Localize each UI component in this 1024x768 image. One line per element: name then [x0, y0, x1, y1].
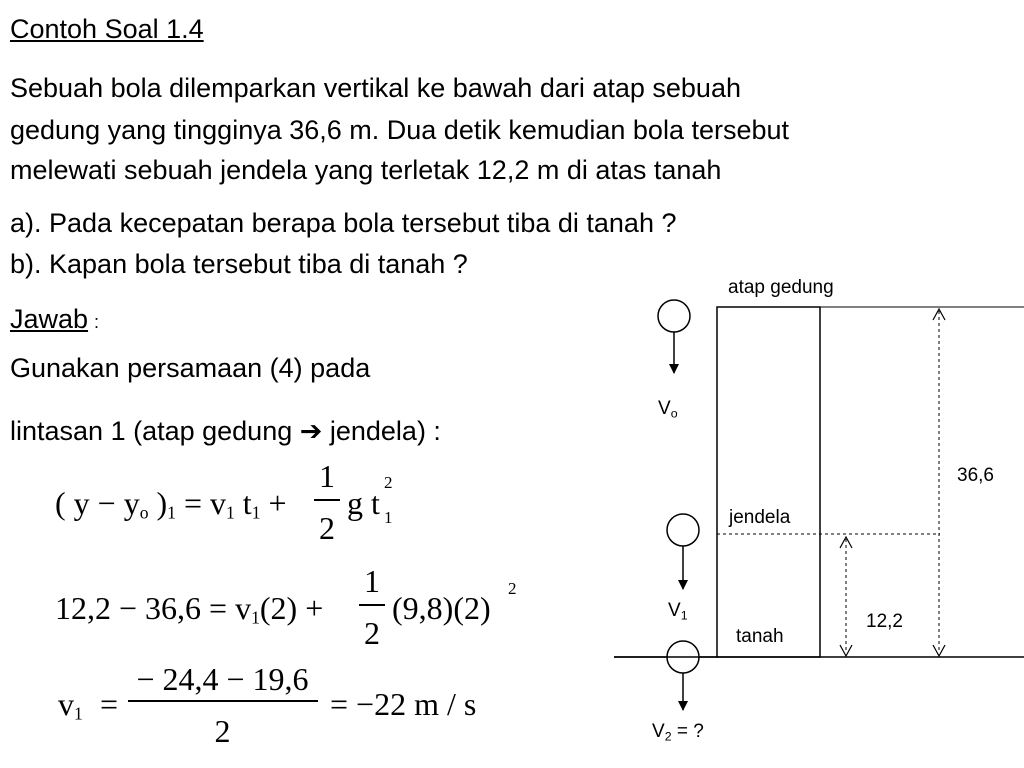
ball-ground-icon: [667, 641, 699, 673]
eq3-equals: =: [100, 686, 119, 722]
page-title: Contoh Soal 1.4: [10, 14, 204, 44]
arrow-v1-head: [678, 580, 688, 590]
eq1-g-sub: 1: [384, 508, 393, 527]
v2-suffix: = ?: [671, 721, 704, 742]
eq1-close: ): [148, 485, 168, 521]
answer-line-2: [10, 418, 441, 445]
answer-heading-colon: :: [94, 312, 100, 332]
equation-2-left: [55, 592, 323, 627]
v2-sub: 2: [664, 729, 672, 744]
eq3-denominator: 2: [214, 713, 231, 749]
dimension-window-top-arrow: [840, 537, 852, 548]
equation-3-left: [58, 688, 83, 723]
eq2-frac-line: [359, 604, 385, 606]
eq3-result: = −22 m / s: [330, 686, 477, 722]
eq1-frac-line: [314, 499, 340, 501]
building-outline: [717, 307, 820, 657]
v1-label: [668, 601, 688, 622]
answer-heading-label: Jawab: [10, 304, 89, 334]
eq2-frac-num: 1: [364, 563, 380, 599]
v0-label: [658, 399, 678, 420]
eq3-numerator: − 24,4 − 19,6: [136, 661, 309, 697]
arrow-v0-head: [669, 364, 679, 374]
v1-sub: 1: [680, 608, 688, 623]
roof-label: atap gedung: [728, 277, 834, 298]
v1-text: V: [668, 600, 681, 621]
eq1-t: t: [234, 485, 252, 521]
window-label: jendela: [729, 507, 791, 528]
question-a: a). Pada kecepatan berapa bola tersebut tiba di tanah ?: [10, 208, 677, 238]
question-b: b). Kapan bola tersebut tiba di tanah ?: [10, 249, 468, 279]
height-window-label: 12,2: [866, 611, 903, 632]
eq2-left-text: 12,2 − 36,6 = v: [55, 590, 252, 626]
eq2-mid: (2) +: [259, 590, 324, 626]
v2-label: [652, 722, 704, 743]
eq2-sup: 2: [508, 579, 517, 598]
problem-line-2: gedung yang tingginya 36,6 m. Dua detik kemudian bola tersebut: [10, 115, 790, 145]
v0-sub: o: [670, 406, 678, 421]
eq1-g-sup: 2: [384, 473, 393, 492]
answer-line-2-pre: lintasan 1 (atap gedung: [10, 416, 300, 446]
eq3-v-sub: 1: [74, 703, 83, 724]
eq2-v-sub: 1: [251, 607, 260, 628]
right-arrow-icon: ➔: [299, 416, 323, 446]
problem-line-1: Sebuah bola dilemparkan vertikal ke bawah dari atap sebuah: [10, 73, 741, 103]
height-total-label: 36,6: [957, 465, 994, 486]
eq1-plus: +: [260, 485, 287, 521]
equation-2-right: (9,8)(2): [392, 590, 491, 626]
eq1-mid: = v: [175, 485, 226, 521]
eq1-frac-den: 2: [319, 510, 335, 546]
equation-1-right: [347, 487, 380, 519]
answer-line-2-post: jendela) :: [322, 416, 441, 446]
ball-window-icon: [667, 514, 699, 546]
eq1-frac-num: 1: [319, 458, 335, 494]
eq2-frac-den: 2: [364, 615, 380, 651]
eq1-left-text: ( y − y: [55, 485, 140, 521]
eq3-v: v: [58, 686, 74, 722]
answer-heading: [10, 306, 99, 333]
ball-top-icon: [658, 300, 690, 332]
problem-line-3: melewati sebuah jendela yang terletak 12,2 m di atas tanah: [10, 155, 722, 185]
eq1-g: g t: [347, 485, 380, 521]
ground-label: tanah: [736, 626, 784, 647]
eq1-sub1: 1: [167, 502, 176, 523]
answer-line-1: Gunakan persamaan (4) pada: [10, 353, 371, 383]
dimension-total-bottom-arrow: [933, 645, 945, 656]
v2-text: V: [652, 721, 665, 742]
equation-1-left: [55, 487, 287, 522]
dimension-total-top-arrow: [933, 309, 945, 320]
eq1-o-sub: o: [139, 502, 149, 523]
eq1-t-sub: 1: [251, 502, 261, 523]
dimension-window-bottom-arrow: [840, 645, 852, 656]
arrow-v2-head: [678, 701, 688, 711]
eq3-frac-line: [128, 700, 318, 702]
v0-text: V: [658, 398, 671, 419]
eq1-v-sub: 1: [226, 502, 235, 523]
